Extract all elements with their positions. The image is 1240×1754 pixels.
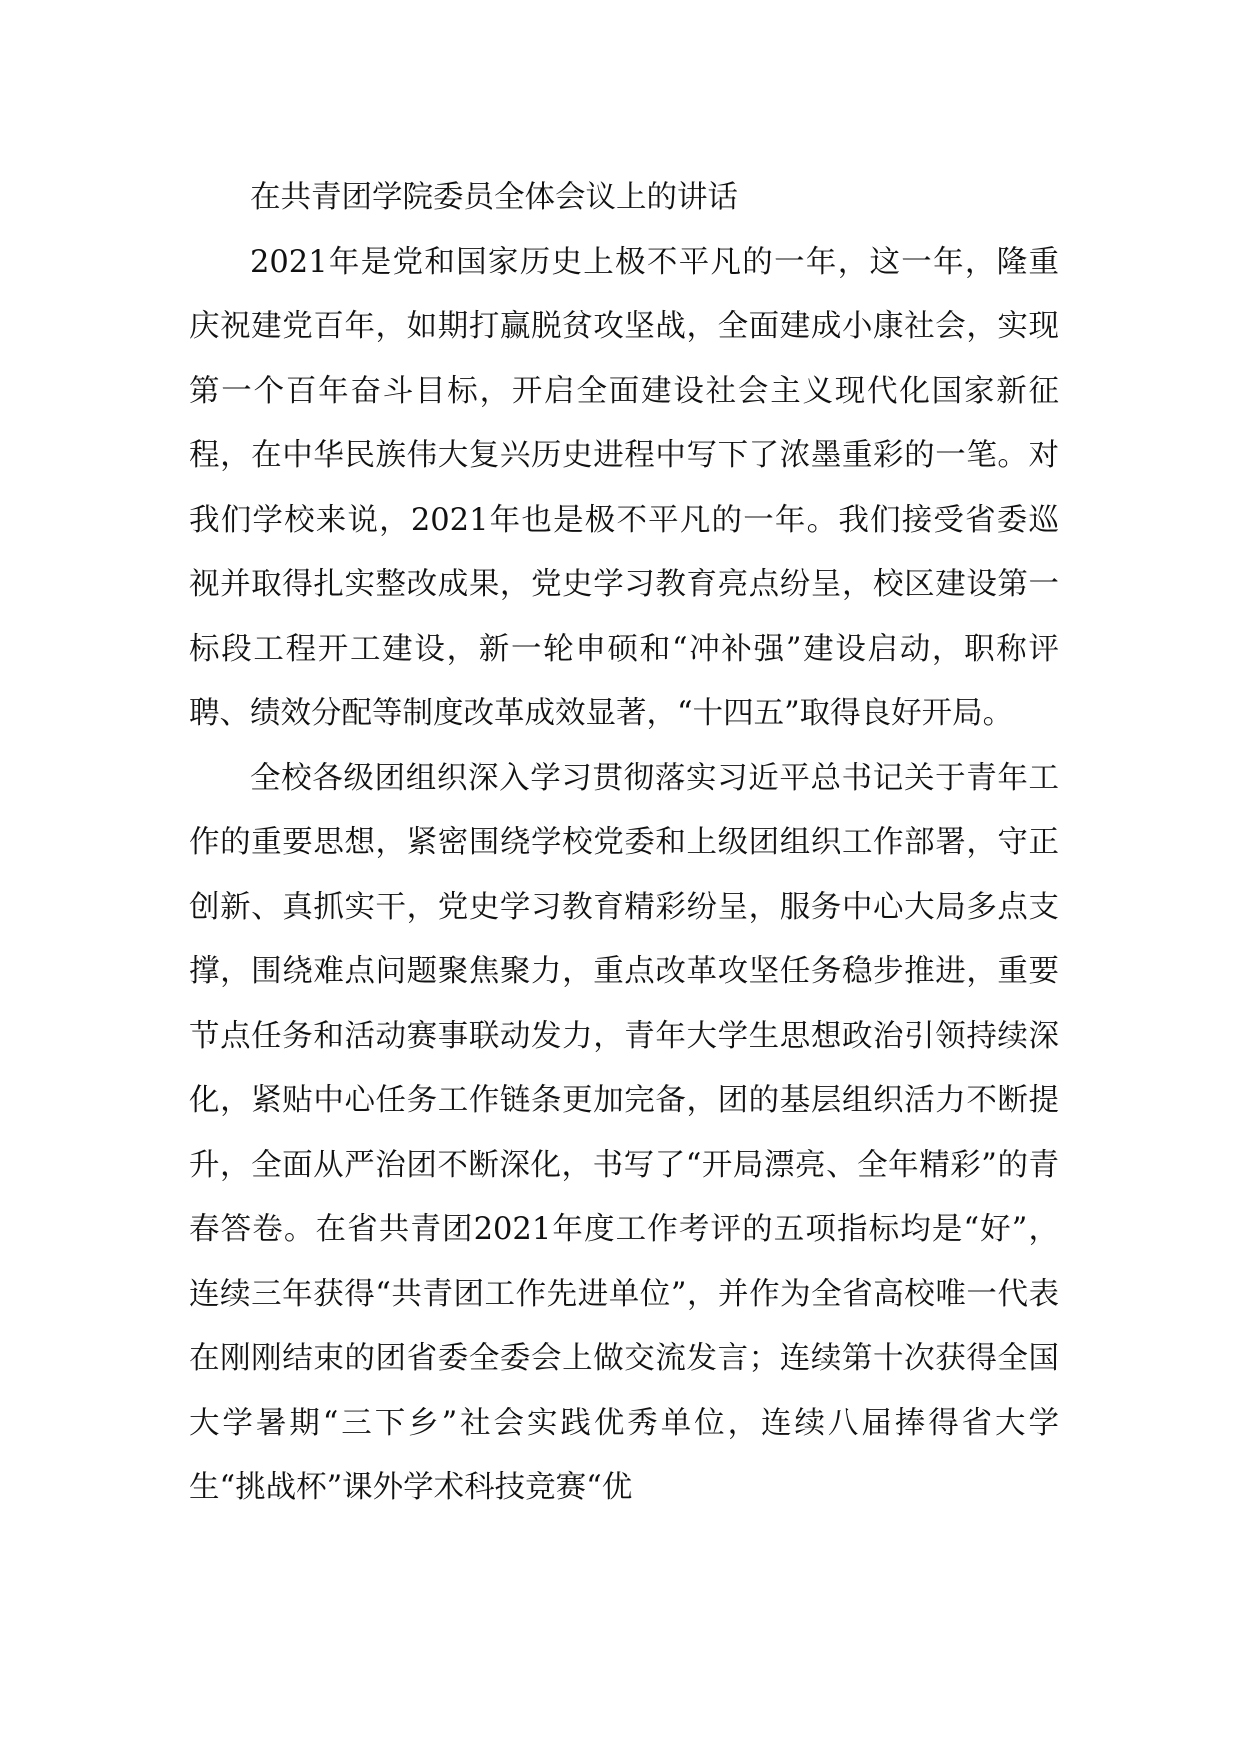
paragraph-1: 2021年是党和国家历史上极不平凡的一年，这一年，隆重庆祝建党百年，如期打赢脱贫攻坚战，全面建成小康社会，实现第一个百年奋斗目标，开启全面建设社会主义现代化国家新征程，在中华民族伟大复兴历史进程中写下了浓墨重彩的一笔。对我们学校来说，2021年也是极不平凡的一年。我们接受省委巡视并取得扎实整改成果，党史学习教育亮点纷呈，校区建设第一标段工程开工建设，新一轮申硕和“冲补强”建设启动，职称评聘、绩效分配等制度改革成效显著，“十四五”取得良好开局。 (189, 244, 1059, 731)
document-title: 在共青团学院委员全体会议上的讲话 (250, 180, 738, 215)
paragraph-2: 全校各级团组织深入学习贯彻落实习近平总书记关于青年工作的重要思想，紧密围绕学校党委和上级团组织工作部署，守正创新、真抓实干，党史学习教育精彩纷呈，服务中心大局多点支撑，围绕难点问题聚焦聚力，重点改革攻坚任务稳步推进，重要节点任务和活动赛事联动发力，青年大学生思想政治引领持续深化，紧贴中心任务工作链条更加完备，团的基层组织活力不断提升，全面从严治团不断深化，书写了“开局漂亮、全年精彩”的青春答卷。在省共青团2021年度工作考评的五项指标均是“好”，连续三年获得“共青团工作先进单位”，并作为全省高校唯一代表在刚刚结束的团省委全委会上做交流发言；连续第十次获得全国大学暑期“三下乡”社会实践优秀单位，连续八届捧得省大学生“挑战杯”课外学术科技竞赛“优 (189, 760, 1059, 1505)
document-body (189, 166, 1059, 1521)
